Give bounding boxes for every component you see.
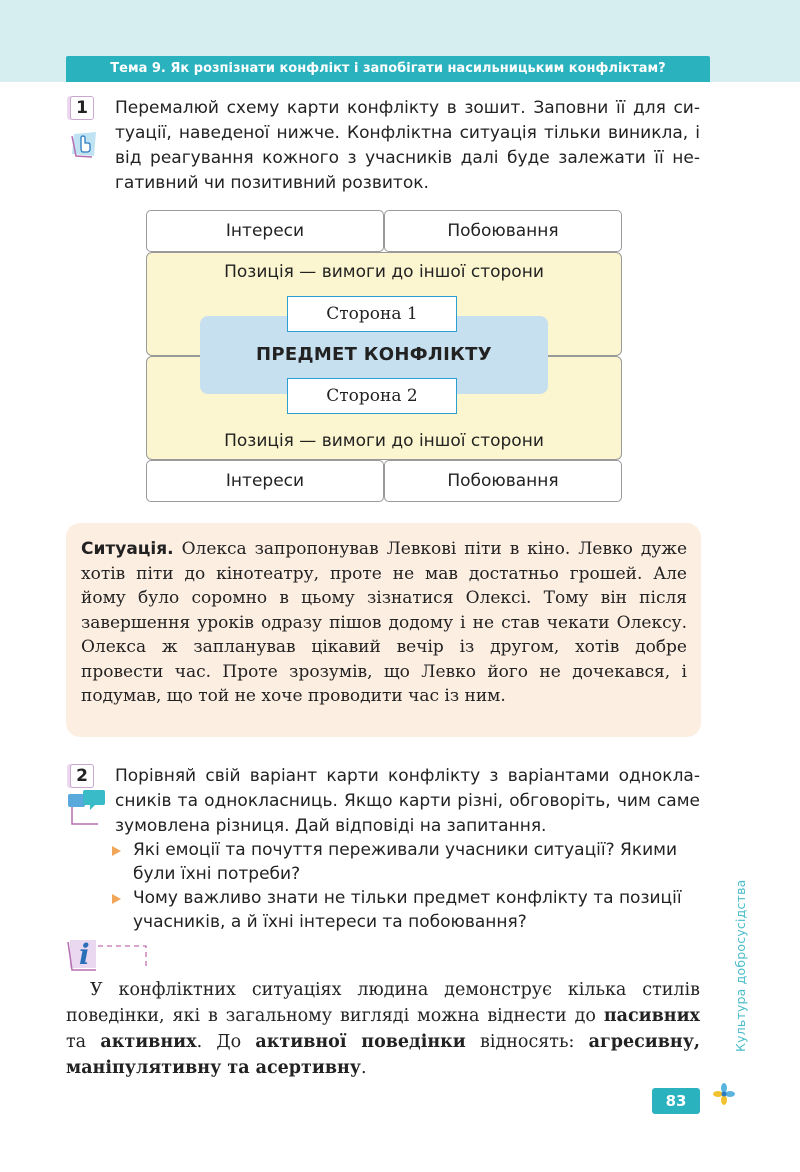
side-2-box: Сторона 2: [287, 378, 457, 414]
conflict-subject: ПРЕДМЕТ КОНФЛІКТУ: [200, 316, 548, 394]
task-1-text: [115, 96, 700, 196]
situation-text: Олекса запропонував Левкові піти в кіно. Левко дуже хотів піти до кінотеатру, проте не мав достатньо грошей. Але йому було соромно в цьому зізнатися Олексі. Тому він після завершення уроків одразу пішов додому і не став чекати Олексу. Олекса ж запланував цікавий вечір із другом, хотів добре провести час. Проте зрозумів, що Левко його не дочекався, і подумав, що той не хоче проводити час із ним.: [81, 539, 688, 706]
task-number-1: 1: [70, 96, 94, 120]
question-text: Які емоції та почуття переживали учасники ситуації? Якими були їхні потреби?: [133, 840, 678, 884]
bottom-interests-cell: Інтереси: [146, 460, 384, 502]
task-2-text: [115, 764, 700, 839]
question-text: Чому важливо знати не тільки предмет конфлікту та позиції учасників, а й їхні інтереси та побоювання?: [133, 888, 682, 932]
situation-box: [66, 523, 701, 737]
discussion-icon: [68, 790, 108, 830]
conflict-map-diagram: [146, 210, 622, 504]
task-2-instructions: Порівняй свій варіант карти конфлікту з варіантами однокласників та однокласниць. Якщо карти різні, обговоріть, чим саме зумовлена різниця. Дай відповіді на запитання.: [115, 766, 700, 836]
top-interests-cell: Інтереси: [146, 210, 384, 252]
top-position-label: Позиція — вимоги до іншої сторони: [224, 262, 544, 282]
bottom-position-label: Позиція — вимоги до іншої сторони: [224, 431, 544, 451]
section-side-label: Культура добросусідства: [733, 879, 748, 1052]
hand-pointer-icon: [70, 126, 100, 162]
task-number-2: 2: [70, 764, 94, 788]
topic-header: Тема 9. Як розпізнати конфлікт і запобігати насильницьким конфліктам?: [66, 56, 710, 82]
info-letter: i: [79, 938, 90, 971]
info-text-1: У конфліктних ситуаціях людина демонструє кілька стилів поведінки, які в загальному вигляді можна віднести до: [66, 980, 700, 1026]
info-text-3: . До: [196, 1032, 256, 1052]
situation-lead: Ситуація.: [81, 539, 174, 559]
question-item: [110, 886, 702, 934]
top-fears-cell: Побоювання: [384, 210, 622, 252]
info-bold-active: активних: [100, 1032, 197, 1052]
info-bold-passive: пасивних: [603, 1006, 700, 1026]
info-paragraph: [66, 977, 700, 1081]
bullet-arrow-icon: [112, 894, 121, 904]
info-text-5: .: [361, 1058, 367, 1078]
task-2-questions: [110, 838, 702, 934]
question-item: [110, 838, 702, 886]
bullet-arrow-icon: [112, 846, 121, 856]
task-1-instructions: Перемалюй схему карти конфлікту в зошит. Заповни її для ситуації, наведеної нижче. Конфліктна ситуація тільки виникла, і від реагування кожного з учасників далі буде залежати її негативний чи позитивний розвиток.: [115, 98, 700, 193]
info-text-4: відносять:: [465, 1032, 589, 1052]
info-bold-active-behavior: активної поведінки: [255, 1032, 466, 1052]
bottom-fears-cell: Побоювання: [384, 460, 622, 502]
info-bold-styles: агресивну, маніпулятивну та асертивну: [66, 1032, 700, 1078]
page-number: 83: [652, 1088, 700, 1114]
info-icon: [66, 932, 150, 976]
flower-icon: [712, 1082, 736, 1110]
side-1-box: Сторона 1: [287, 296, 457, 332]
info-text-2: та: [66, 1032, 101, 1052]
